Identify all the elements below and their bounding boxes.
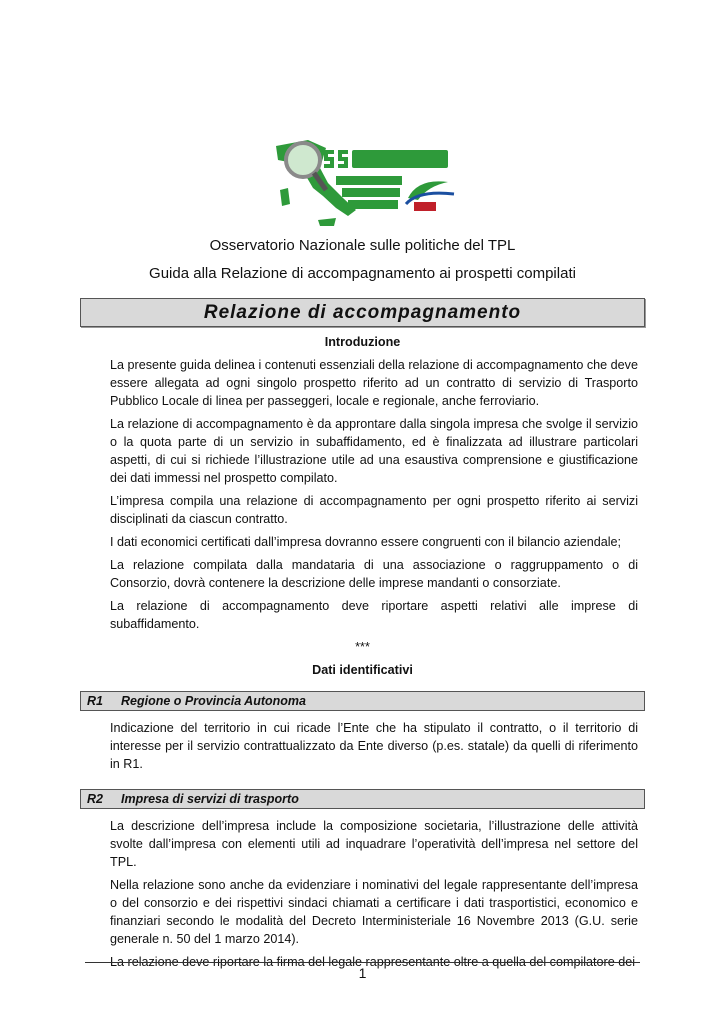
section-code: R1 [87, 694, 103, 708]
section-paragraph: La relazione deve riportare la firma del legale rappresentante oltre a quella del compilatore dei [110, 955, 636, 969]
intro-paragraph: La relazione di accompagnamento è da approntare dalla singola impresa che svolge il servizio o la quota parte di un servizio in subaffidamento, ed è finalizzata ad illustrare particolari aspetti, di cui si richiede l’illustrazione utile ad una esaustiva comprensione e giustificazione dei dati immessi nel prospetto compilato. [110, 417, 638, 485]
dati-heading: Dati identificativi [312, 663, 413, 677]
page-number: 1 [358, 965, 367, 981]
section-code: R2 [87, 792, 103, 806]
intro-paragraph: La relazione di accompagnamento deve riportare aspetti relativi alle imprese di subaffidamento. [110, 599, 638, 631]
document-body [80, 236, 645, 971]
section-label: Impresa di servizi di trasporto [121, 792, 299, 806]
section-paragraph: Indicazione del territorio in cui ricade l’Ente che ha stipulato il contratto, o il territorio di interesse per il servizio contrattualizzato da Ente diverso (p.es. statale) da quelli di riferimento in R1. [110, 721, 638, 771]
section-paragraph: Nella relazione sono anche da evidenziare i nominativi del legale rappresentante dell’impresa o del consorzio e dei rispettivi sindaci chiamati a certificare i dati trasportistici, economico e finanziari secondo le modalità del Decreto Interministeriale 16 Novembre 2013 (G.U. serie generale n. 50 del 1 marzo 2014). [110, 878, 638, 946]
intro-heading: Introduzione [324, 335, 401, 349]
intro-paragraph: La relazione compilata dalla mandataria di una associazione o raggruppamento o di Consorzio, dovrà contenere la descrizione delle imprese mandanti o consorziate. [110, 558, 638, 590]
osservatorio-logo [268, 138, 458, 230]
section-header-r2 [80, 789, 645, 809]
mit-badge [414, 202, 436, 211]
separator: *** [355, 640, 370, 654]
section-label: Regione o Provincia Autonoma [121, 694, 306, 708]
footer-divider [85, 962, 640, 963]
intro-paragraph: L’impresa compila una relazione di accompagnamento per ogni prospetto riferito ai servizi disciplinati da ciascun contratto. [110, 494, 638, 526]
section-header-r1 [80, 691, 645, 711]
header-line-1: Osservatorio Nazionale sulle politiche del TPL [209, 237, 516, 254]
header-line-2: Guida alla Relazione di accompagnamento ai prospetti compilati [149, 265, 576, 282]
main-title: Relazione di accompagnamento [80, 298, 645, 327]
intro-paragraph: I dati economici certificati dall’impresa dovranno essere congruenti con il bilancio aziendale; [110, 535, 622, 549]
intro-paragraph: La presente guida delinea i contenuti essenziali della relazione di accompagnamento che deve essere allegata ad ogni singolo prospetto riferito ad un contratto di servizio di Trasporto Pubblico Locale di linea per passeggeri, locale e regionale, anche ferroviario. [110, 358, 638, 408]
section-paragraph: La descrizione dell’impresa include la composizione societaria, l’illustrazione delle attività svolte dall’impresa con elementi utili ad inquadrare l’operatività dell’impresa nel settore del TPL. [110, 819, 638, 869]
